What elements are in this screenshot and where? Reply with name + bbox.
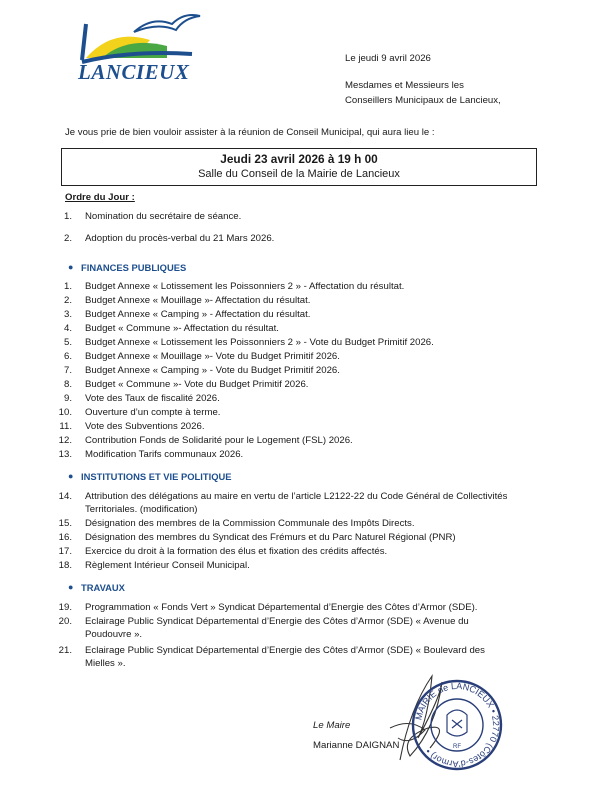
item-number: 8. (63, 379, 72, 390)
item-number: 20. (58, 616, 72, 627)
list-item (0, 379, 606, 393)
item-number: 4. (63, 323, 72, 334)
item-text: Mielles ». (85, 658, 126, 669)
item-text: Ouverture d’un compte à terme. (85, 407, 221, 418)
list-item (0, 233, 606, 247)
intro-paragraph: Je vous prie de bien vouloir assister à la réunion de Conseil Municipal, qui aura lieu le : (65, 127, 435, 138)
list-item (0, 532, 606, 546)
ordre-du-jour-heading: Ordre du Jour : (65, 192, 135, 203)
list-item (0, 393, 606, 407)
item-text: Budget « Commune »- Vote du Budget Primitif 2026. (85, 379, 309, 390)
list-item (0, 281, 606, 295)
item-text: Désignation des membres du Syndicat des Frémurs et du Parc Naturel Régional (PNR) (85, 532, 456, 543)
item-text: Budget Annexe « Mouillage »- Affectation du résultat. (85, 295, 311, 306)
mairie-stamp-icon (402, 670, 512, 780)
item-text: Budget Annexe « Camping » - Vote du Budget Primitif 2026. (85, 365, 340, 376)
list-item (0, 211, 606, 225)
section-title-institutions: INSTITUTIONS ET VIE POLITIQUE (81, 471, 232, 482)
item-number: 14. (58, 491, 72, 502)
item-number: 15. (58, 518, 72, 529)
item-text: Adoption du procès-verbal du 21 Mars 2026. (85, 233, 275, 244)
list-item (0, 309, 606, 323)
section-bullet-icon: ● (68, 471, 74, 481)
item-text: Programmation « Fonds Vert » Syndicat Départemental d’Energie des Côtes d’Armor (SDE). (85, 602, 478, 613)
list-item-continuation (0, 504, 606, 518)
item-text: Exercice du droit à la formation des élus et fixation des crédits affectés. (85, 546, 388, 557)
item-text: Attribution des délégations au maire en vertu de l’article L2122-22 du Code Général de Collectivités (85, 491, 508, 502)
item-text: Nomination du secrétaire de séance. (85, 211, 242, 222)
lancieux-logo (72, 10, 212, 84)
item-text: Eclairage Public Syndicat Départemental d’Energie des Côtes d’Armor (SDE) « Avenue du (85, 616, 469, 627)
list-item (0, 491, 606, 505)
list-item (0, 337, 606, 351)
item-text: Territoriales. (modification) (85, 504, 198, 515)
list-item (0, 645, 606, 659)
item-number: 12. (58, 435, 72, 446)
item-text: Modification Tarifs communaux 2026. (85, 449, 244, 460)
recipient-line-2: Conseillers Municipaux de Lancieux, (345, 95, 501, 106)
list-item (0, 421, 606, 435)
item-number: 2. (63, 233, 72, 244)
logo-emblem-icon (72, 10, 212, 66)
item-text: Budget Annexe « Lotissement les Poissonniers 2 » - Vote du Budget Primitif 2026. (85, 337, 434, 348)
item-number: 18. (58, 560, 72, 571)
list-item (0, 449, 606, 463)
item-number: 3. (63, 309, 72, 320)
item-text: Budget Annexe « Mouillage »- Vote du Budget Primitif 2026. (85, 351, 340, 362)
item-number: 19. (58, 602, 72, 613)
item-number: 5. (63, 337, 72, 348)
item-number: 11. (59, 421, 72, 432)
section-title-travaux: TRAVAUX (81, 582, 125, 593)
item-text: Désignation des membres de la Commission Communale des Impôts Directs. (85, 518, 415, 529)
meeting-place: Salle du Conseil de la Mairie de Lancieux (198, 168, 400, 180)
item-number: 10. (58, 407, 72, 418)
item-text: Vote des Subventions 2026. (85, 421, 205, 432)
svg-text:MAIRIE de LANCIEUX • 22770 (Cô: MAIRIE de LANCIEUX • 22770 (Côtes-d'Armor) • (413, 680, 502, 770)
item-text: Contribution Fonds de Solidarité pour le Logement (FSL) 2026. (85, 435, 353, 446)
list-item (0, 295, 606, 309)
list-item (0, 323, 606, 337)
section-bullet-icon: ● (68, 582, 74, 592)
list-item (0, 518, 606, 532)
item-number: 6. (63, 351, 72, 362)
item-text: Budget « Commune »- Affectation du résultat. (85, 323, 279, 334)
recipient-line-1: Mesdames et Messieurs les (345, 80, 464, 91)
item-number: 1. (63, 211, 72, 222)
signature-role: Le Maire (313, 720, 351, 731)
letter-date: Le jeudi 9 avril 2026 (345, 53, 431, 64)
item-number: 21. (58, 645, 72, 656)
item-number: 9. (63, 393, 72, 404)
list-item-continuation (0, 658, 606, 672)
item-text: Eclairage Public Syndicat Départemental d’Energie des Côtes d’Armor (SDE) « Boulevard des (85, 645, 485, 656)
item-number: 2. (63, 295, 72, 306)
item-number: 13. (58, 449, 72, 460)
list-item (0, 546, 606, 560)
item-number: 17. (58, 546, 72, 557)
item-text: Poudouvre ». (85, 629, 143, 640)
section-bullet-icon: ● (68, 262, 74, 272)
list-item (0, 365, 606, 379)
item-text: Budget Annexe « Camping » - Affectation du résultat. (85, 309, 311, 320)
list-item-continuation (0, 629, 606, 643)
section-title-finances: FINANCES PUBLIQUES (81, 262, 187, 273)
signature-name: Marianne DAIGNAN (313, 740, 400, 751)
meeting-box (61, 148, 537, 186)
meeting-datetime: Jeudi 23 avril 2026 à 19 h 00 (220, 152, 378, 166)
item-text: Vote des Taux de fiscalité 2026. (85, 393, 220, 404)
list-item (0, 351, 606, 365)
item-text: Budget Annexe « Lotissement les Poissonniers 2 » - Affectation du résultat. (85, 281, 405, 292)
list-item (0, 435, 606, 449)
item-text: Règlement Intérieur Conseil Municipal. (85, 560, 250, 571)
list-item (0, 560, 606, 574)
item-number: 7. (63, 365, 72, 376)
item-number: 1. (63, 281, 72, 292)
svg-text:RF: RF (453, 744, 461, 750)
logo-text: LANCIEUX (78, 60, 190, 84)
item-number: 16. (58, 532, 72, 543)
list-item (0, 602, 606, 616)
list-item (0, 616, 606, 630)
list-item (0, 407, 606, 421)
